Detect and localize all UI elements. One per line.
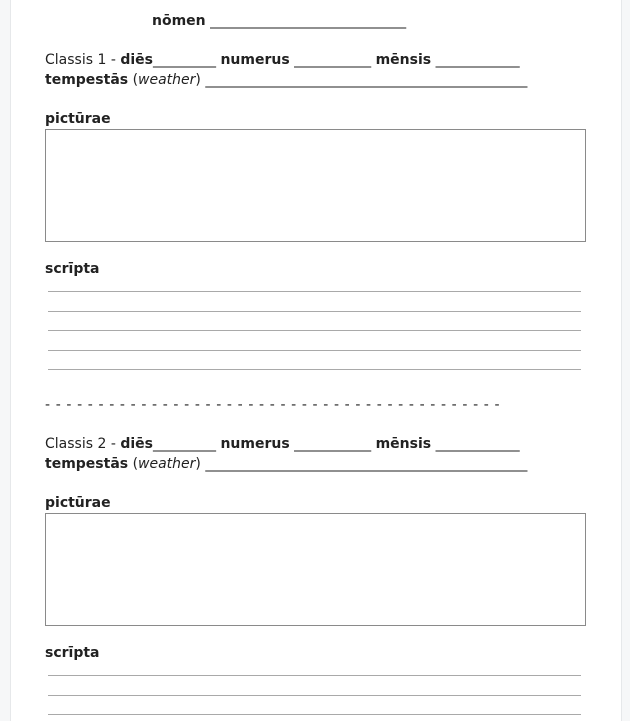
name-blank: ____________________________: [210, 13, 407, 29]
class-2-weather-close: ): [195, 456, 201, 472]
class-2-title: Classis 2: [45, 436, 107, 452]
class-2-dash: -: [110, 436, 116, 452]
name-label: nōmen: [152, 13, 206, 29]
class-2-weather-line: [45, 454, 527, 474]
class-1-info-line: [45, 50, 520, 70]
class-2-mensis-label: mēnsis: [375, 436, 432, 452]
class-2-picture-box[interactable]: [45, 513, 586, 626]
class-1-dies-blank: _________: [153, 52, 216, 68]
class-1-numerus-blank: ___________: [294, 52, 372, 68]
class-2-dies-blank: _________: [153, 436, 216, 452]
class-1-weather-word: weather: [138, 72, 196, 88]
class-2-tempestas-label: tempestās: [45, 456, 129, 472]
class-1-scripta-label: scrīpta: [45, 261, 100, 277]
class-1-picture-box[interactable]: [45, 129, 586, 242]
name-line: [152, 11, 406, 31]
class-1-mensis-blank: ____________: [435, 52, 520, 68]
class-1-weather-close: ): [195, 72, 201, 88]
class-1-dash: -: [110, 52, 116, 68]
class-2-info-line: [45, 434, 520, 454]
class-1-writing-line[interactable]: [48, 330, 581, 331]
class-1-picturae-label: pictūrae: [45, 111, 111, 127]
class-2-mensis-blank: ____________: [435, 436, 520, 452]
class-1-weather-line: [45, 70, 527, 90]
class-1-dies-label: diēs: [120, 52, 153, 68]
class-2-dies-label: diēs: [120, 436, 153, 452]
class-1-writing-line[interactable]: [48, 291, 581, 292]
section-separator: - - - - - - - - - - - - - - - - - - - - - - - - - - - - - - - - - - - - - - - - - - -: [45, 397, 501, 413]
class-2-numerus-blank: ___________: [294, 436, 372, 452]
class-1-numerus-label: numerus: [220, 52, 290, 68]
class-1-mensis-label: mēnsis: [375, 52, 432, 68]
class-2-writing-line[interactable]: [48, 714, 581, 715]
class-1-weather-open: (: [132, 72, 139, 88]
worksheet-page: [10, 0, 622, 721]
class-2-weather-open: (: [132, 456, 139, 472]
class-1-title: Classis 1: [45, 52, 107, 68]
class-2-numerus-label: numerus: [220, 436, 290, 452]
class-1-tempestas-label: tempestās: [45, 72, 129, 88]
class-2-scripta-label: scrīpta: [45, 645, 100, 661]
class-2-writing-line[interactable]: [48, 675, 581, 676]
class-1-writing-line[interactable]: [48, 311, 581, 312]
class-1-writing-line[interactable]: [48, 350, 581, 351]
class-2-picturae-label: pictūrae: [45, 495, 111, 511]
class-2-weather-word: weather: [138, 456, 196, 472]
class-1-weather-blank: ______________________________________________: [205, 72, 528, 88]
class-2-weather-blank: ______________________________________________: [205, 456, 528, 472]
class-1-writing-line[interactable]: [48, 369, 581, 370]
class-2-writing-line[interactable]: [48, 695, 581, 696]
